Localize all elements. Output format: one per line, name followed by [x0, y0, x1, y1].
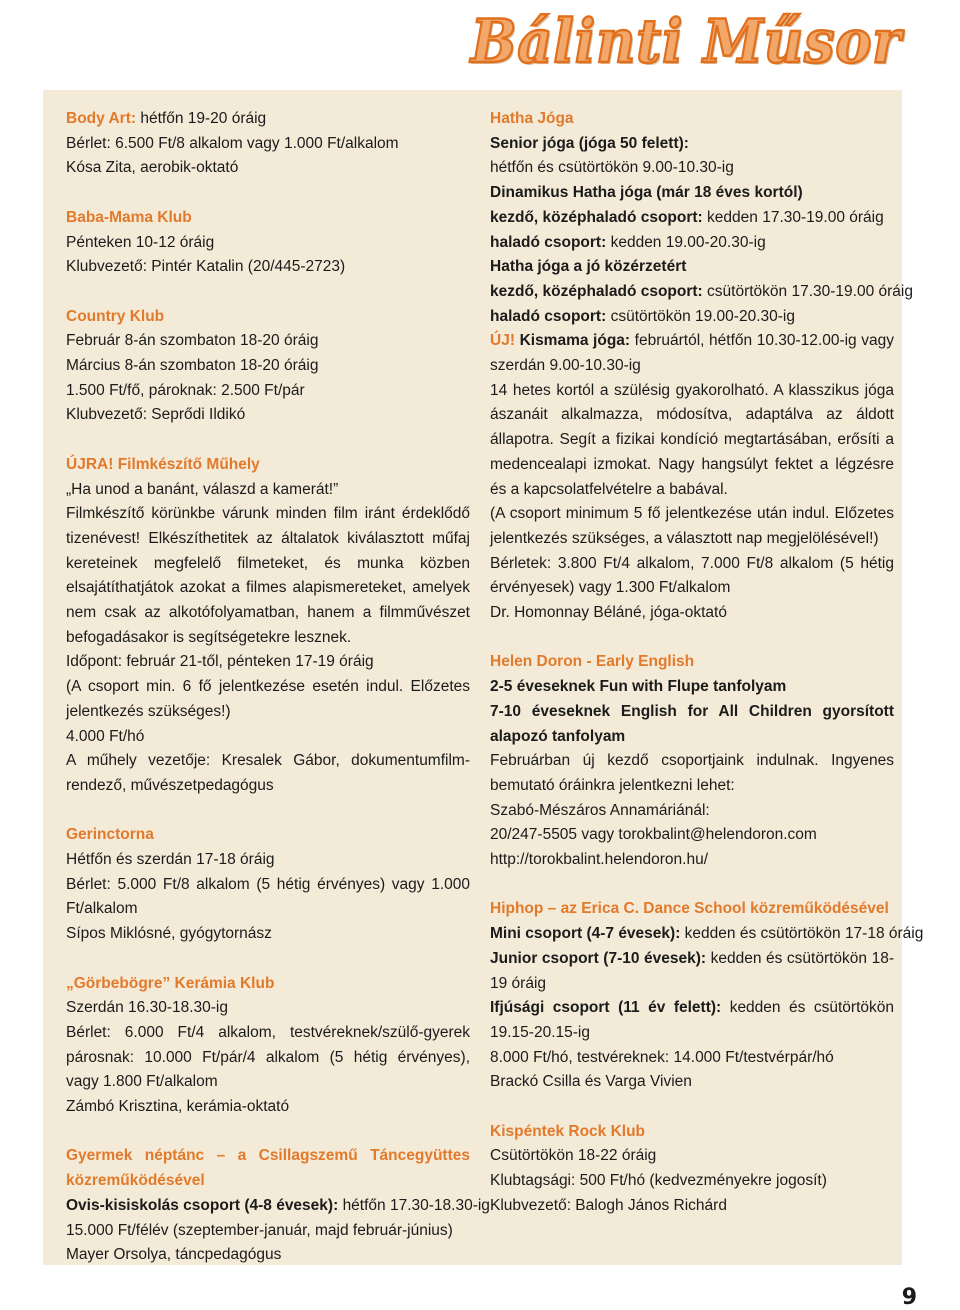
neptanc-group-time: hétfőn 17.30-18.30-ig — [342, 1196, 490, 1214]
dinamikus-beginner-time: kedden 17.30-19.00 óráig — [707, 208, 884, 226]
helen-doron-title: Helen Doron - Early English — [490, 653, 695, 671]
film-note: (A csoport min. 6 fő jelentkezése esetén indul. Előzetes jelentkezés szükséges!) — [66, 678, 470, 720]
dinamikus-advanced-label: haladó csoport: — [490, 233, 607, 251]
country-date-1: Február 8-án szombaton 18-20 óráig — [66, 332, 319, 350]
rock-klub-leader: Klubvezető: Balogh János Richárd — [490, 1196, 727, 1214]
film-price: 4.000 Ft/hó — [66, 727, 145, 745]
baba-mama-leader: Klubvezető: Pintér Katalin (20/445-2723) — [66, 258, 346, 276]
dinamikus-label: Dinamikus Hatha jóga (már 18 éves kortól) — [490, 184, 803, 202]
film-new-tag: ÚJRA! — [66, 455, 114, 473]
gerinctorna-section — [66, 823, 470, 947]
senior-time: hétfőn és csütörtökön 9.00-10.30-ig — [490, 159, 734, 177]
rock-klub-schedule: Csütörtökön 18-22 óráig — [490, 1147, 657, 1165]
film-title: Filmkészítő Műhely — [117, 455, 260, 473]
hiphop-junior-label: Junior csoport (7-10 évesek): — [490, 949, 707, 967]
kozerzet-advanced-time: csütörtökön 19.00-20.30-ig — [610, 307, 795, 325]
kismama-description: 14 hetes kortól a szülésig gyakorolható. A klasszikus jóga ászanáit alkalmazza, módosítva, adaptálva az áldott állapotra. Segít a fizikai kondíció megtartásában, erősíti a medencealapi izmokat. Nagy hangsúlyt fektet a légzésre és a kapcsolatfelvételre a babával. — [490, 381, 894, 498]
hatha-price: Bérletek: 3.800 Ft/4 alkalom, 7.000 Ft/8 alkalom (5 hétig érvényesek) vagy 1.300 Ft/alkalom — [490, 554, 894, 597]
rock-klub-section — [490, 1120, 894, 1219]
country-title: Country Klub — [66, 307, 165, 325]
gerinctorna-instructor: Sípos Miklósné, gyógytornász — [66, 925, 272, 943]
dinamikus-beginner-label: kezdő, középhaladó csoport: — [490, 208, 703, 226]
kismama-time: februártól, hétfőn 10.30-12.00-ig vagy szerdán 9.00-10.30-ig — [490, 332, 894, 375]
kismama-label: Kismama jóga: — [519, 332, 631, 350]
hatha-instructor: Dr. Homonnay Béláné, jóga-oktató — [490, 604, 727, 622]
hiphop-ifju-time: kedden és csütörtökön 19.15-20.15-ig — [490, 999, 895, 1041]
rock-klub-fee: Klubtagsági: 500 Ft/hó (kedvezményekre jogosít) — [490, 1172, 827, 1190]
body-art-instructor: Kósa Zita, aerobik-oktató — [66, 159, 239, 177]
gerinctorna-schedule: Hétfőn és szerdán 17-18 óráig — [66, 851, 275, 869]
hiphop-title: Hiphop – az Erica C. Dance School közreműködésével — [490, 900, 889, 918]
keramia-title: „Görbebögre” Kerámia Klub — [66, 974, 275, 992]
hiphop-price: 8.000 Ft/hó, testvéreknek: 14.000 Ft/testvérpár/hó — [490, 1048, 834, 1066]
kozerzet-advanced-label: haladó csoport: — [490, 307, 607, 325]
baba-mama-section — [66, 206, 470, 280]
baba-mama-title: Baba-Mama Klub — [66, 208, 192, 226]
gerinctorna-price: Bérlet: 5.000 Ft/8 alkalom (5 hétig érvényes) vagy 1.000 Ft/alkalom — [66, 875, 470, 918]
baba-mama-schedule: Pénteken 10-12 óráig — [66, 233, 215, 251]
film-motto: „Ha unod a banánt, válaszd a kamerát!” — [66, 480, 339, 498]
hiphop-mini-label: Mini csoport (4-7 évesek): — [490, 925, 681, 943]
page-number: 9 — [901, 1285, 917, 1310]
country-section — [66, 305, 470, 429]
senior-label: Senior jóga (jóga 50 felett): — [490, 134, 689, 152]
kismama-note: (A csoport minimum 5 fő jelentkezése után indul. Előzetes jelentkezés szükséges, a választott nap megjelölésével!) — [490, 505, 894, 547]
helen-doron-contact: Szabó-Mészáros Annamáriánál: — [490, 801, 710, 819]
body-art-section — [66, 107, 470, 181]
hiphop-ifju-label: Ifjúsági csoport (11 év felett): — [490, 999, 722, 1017]
hatha-title: Hatha Jóga — [490, 110, 574, 127]
body-art-schedule: hétfőn 19-20 óráig — [140, 110, 267, 127]
hiphop-junior-time: kedden és csütörtökön 18-19 óráig — [490, 949, 894, 992]
body-art-title: Body Art: — [66, 110, 137, 127]
kismama-new-tag: ÚJ! — [490, 332, 515, 350]
helen-doron-phone: 20/247-5505 vagy torokbalint@helendoron.com — [490, 826, 817, 844]
rock-klub-title: Kispéntek Rock Klub — [490, 1122, 646, 1140]
hiphop-instructor: Brackó Csilla és Varga Vivien — [490, 1073, 692, 1091]
body-art-price: Bérlet: 6.500 Ft/8 alkalom vagy 1.000 Ft/alkalom — [66, 134, 399, 152]
neptanc-price: 15.000 Ft/félév (szeptember-január, majd február-június) — [66, 1221, 453, 1239]
kozerzet-label: Hatha jóga a jó közérzetért — [490, 258, 687, 276]
hiphop-section — [490, 897, 924, 1095]
helen-doron-url: http://torokbalint.helendoron.hu/ — [490, 851, 709, 869]
helen-doron-course-2: 7-10 éveseknek English for All Children gyorsított alapozó tanfolyam — [490, 702, 894, 745]
neptanc-section — [66, 1144, 490, 1268]
neptanc-group-label: Ovis-kisiskolás csoport (4-8 évesek): — [66, 1196, 339, 1214]
keramia-instructor: Zámbó Krisztina, kerámia-oktató — [66, 1098, 290, 1116]
page-title: Bálinti Műsor — [471, 7, 902, 77]
hiphop-mini-time: kedden és csütörtökön 17-18 óráig — [684, 925, 924, 943]
kozerzet-beginner-time: csütörtökön 17.30-19.00 óráig — [707, 282, 913, 300]
film-description: Filmkészítő körünkbe várunk minden film iránt érdeklődő tizenévest! Elkészíthetitek az általatok kiválasztott műfaj kereteinek megfelelő filmeteket, és munka közben elsajátíthatjátok azokat a filmes alapismereteket, amelyek nem csak az alkotófolyamatban, hanem a filmművészet befogadásakor is segítségetekre lesznek. — [66, 505, 470, 646]
hatha-section — [490, 107, 913, 626]
country-price: 1.500 Ft/fő, pároknak: 2.500 Ft/pár — [66, 381, 305, 399]
helen-doron-section — [490, 650, 894, 872]
keramia-price: Bérlet: 6.000 Ft/4 alkalom, testvéreknek/szülő-gyerek párosnak: 10.000 Ft/pár/4 alkalom (5 hétig érvényes), vagy 1.800 Ft/alkalom — [66, 1023, 470, 1091]
country-date-2: Március 8-án szombaton 18-20 óráig — [66, 357, 319, 374]
film-time: Időpont: február 21-től, pénteken 17-19 óráig — [66, 653, 374, 671]
film-leader: A műhely vezetője: Kresalek Gábor, dokumentumfilm-rendező, művészetpedagógus — [66, 752, 470, 794]
left-column — [66, 107, 490, 1293]
right-column — [490, 107, 924, 1243]
keramia-section — [66, 972, 470, 1120]
gerinctorna-title: Gerinctorna — [66, 826, 154, 844]
kozerzet-beginner-label: kezdő, középhaladó csoport: — [490, 282, 703, 300]
helen-doron-course-1: 2-5 éveseknek Fun with Flupe tanfolyam — [490, 678, 787, 696]
film-section — [66, 453, 470, 799]
neptanc-instructor: Mayer Orsolya, táncpedagógus — [66, 1246, 282, 1264]
helen-doron-description: Februárban új kezdő csoportjaink indulnak. Ingyenes bemutató óráinkra jelentkezni lehet: — [490, 752, 894, 794]
keramia-schedule: Szerdán 16.30-18.30-ig — [66, 999, 229, 1017]
neptanc-title: Gyermek néptánc – a Csillagszemű Táncegyüttes közreműködésével — [66, 1147, 470, 1190]
country-leader: Klubvezető: Seprődi Ildikó — [66, 406, 246, 424]
dinamikus-advanced-time: kedden 19.00-20.30-ig — [610, 233, 766, 251]
